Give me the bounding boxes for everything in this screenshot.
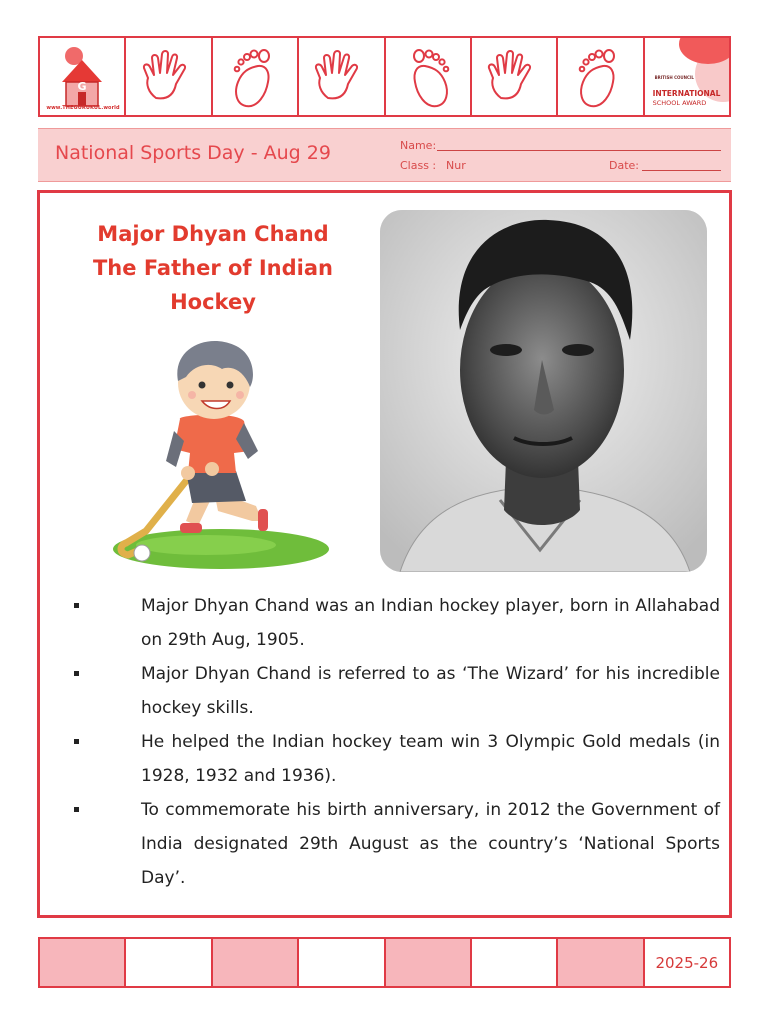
hand-cell-3 <box>472 38 558 115</box>
svg-text:G: G <box>77 79 87 93</box>
list-item: He helped the Indian hockey team win 3 Olympic Gold medals (in 1928, 1932 and 1936). <box>70 725 720 793</box>
class-value: Nur <box>446 159 466 172</box>
footer-cell <box>213 939 299 986</box>
foot-icon <box>569 42 631 112</box>
top-strip <box>38 36 731 117</box>
hand-icon <box>138 46 200 108</box>
hand-cell-1 <box>126 38 212 115</box>
foot-cell-2 <box>386 38 472 115</box>
heading-line: Hockey <box>170 290 256 314</box>
hand-icon <box>483 46 545 108</box>
footer-cell <box>472 939 558 986</box>
school-building-icon <box>42 42 122 112</box>
foot-cell-1 <box>213 38 299 115</box>
class-label: Class : <box>400 159 437 172</box>
foot-cell-3 <box>558 38 644 115</box>
date-field[interactable] <box>642 170 721 171</box>
portrait-image <box>380 210 707 572</box>
list-item: Major Dhyan Chand was an Indian hockey player, born in Allahabad on 29th Aug, 1905. <box>70 589 720 657</box>
isa-logo-shape <box>679 38 729 64</box>
isa-logo <box>645 38 729 115</box>
name-label: Name: <box>400 139 437 152</box>
footer-cell <box>299 939 385 986</box>
footer-cell <box>386 939 472 986</box>
isa-org: BRITISH COUNCIL <box>654 75 694 80</box>
academic-year: 2025-26 <box>655 953 719 972</box>
list-item: To commemorate his birth anniversary, in 2012 the Government of India designated 29th August as the country’s ‘National Sports Day’. <box>70 793 720 895</box>
header-band <box>38 128 731 182</box>
footer-year-cell <box>645 939 729 986</box>
footer-cell <box>126 939 212 986</box>
isa-title: INTERNATIONAL <box>652 89 721 98</box>
content-box <box>37 190 732 918</box>
foot-icon <box>224 42 286 112</box>
name-field[interactable] <box>437 150 721 151</box>
footer-cell <box>558 939 644 986</box>
school-logo <box>40 38 126 115</box>
page-title: National Sports Day - Aug 29 <box>55 142 331 164</box>
fact-list <box>70 589 720 895</box>
hand-cell-2 <box>299 38 385 115</box>
portrait-photo <box>380 210 707 572</box>
school-website: www.THEGURUKUL.world <box>46 105 120 111</box>
hand-icon <box>310 46 372 108</box>
footer-cell <box>40 939 126 986</box>
list-item: Major Dhyan Chand is referred to as ‘The Wizard’ for his incredible hockey skills. <box>70 657 720 725</box>
hockey-player-illustration <box>106 331 336 571</box>
isa-subtitle: SCHOOL AWARD <box>652 99 707 107</box>
heading-line: The Father of Indian <box>92 256 333 280</box>
foot-icon <box>397 42 459 112</box>
footer-strip <box>38 937 731 988</box>
main-heading <box>78 217 348 319</box>
date-label: Date: <box>609 159 639 172</box>
heading-line: Major Dhyan Chand <box>97 222 329 246</box>
